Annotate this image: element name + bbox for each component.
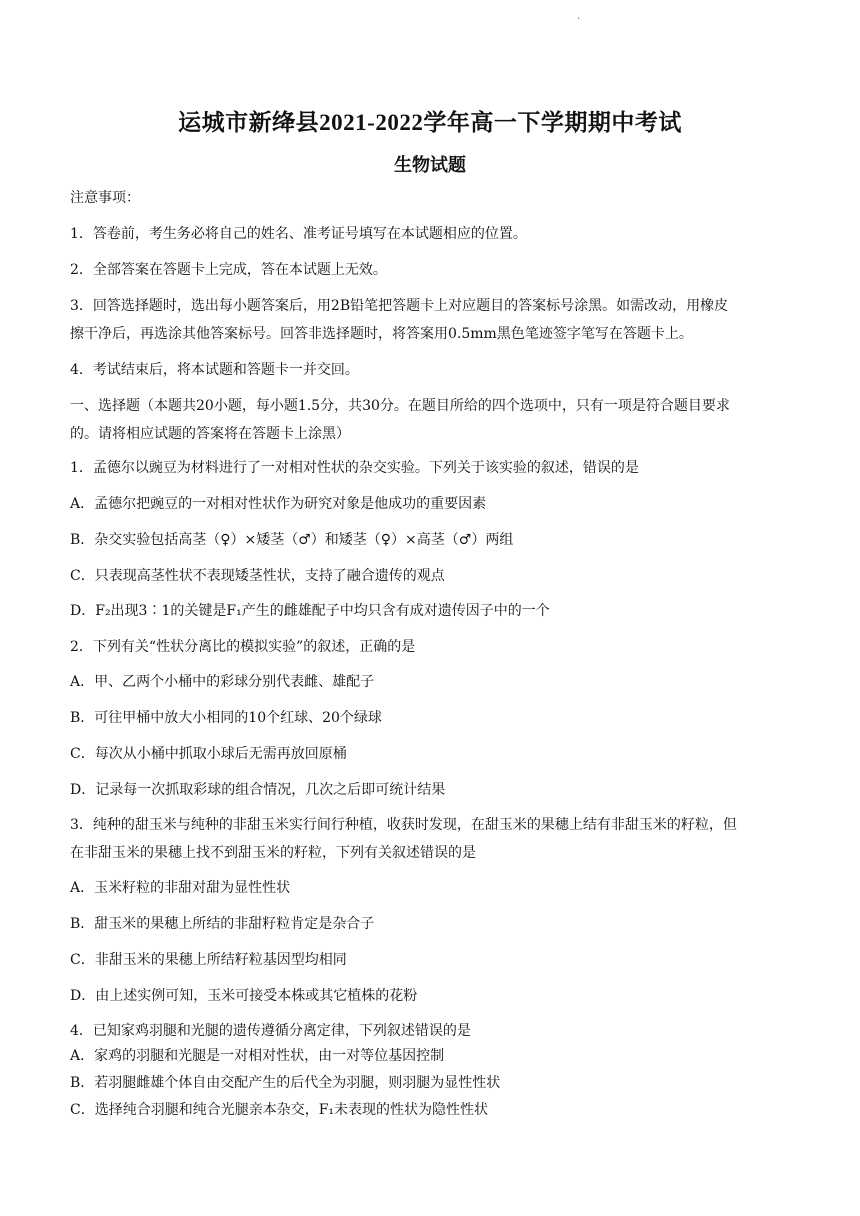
question-stem: 4．已知家鸡羽腿和光腿的遗传遵循分离定律，下列叙述错误的是: [70, 1023, 471, 1039]
notice-item: 1．答卷前，考生务必将自己的姓名、准考证号填写在本试题相应的位置。: [70, 226, 527, 242]
notice-item-continued: 擦干净后，再选涂其他答案标号。回答非选择题时，将答案用0.5mm黑色笔迹签字笔写在答题卡上。: [70, 326, 693, 342]
notice-item: 4．考试结束后，将本试题和答题卡一并交回。: [70, 362, 359, 378]
question-option: C．只表现高茎性状不表现矮茎性状，支持了融合遗传的观点: [70, 568, 445, 584]
question-option: C．选择纯合羽腿和纯合光腿亲本杂交，F₁未表现的性状为隐性性状: [70, 1102, 489, 1118]
question-option: A．孟德尔把豌豆的一对相对性状作为研究对象是他成功的重要因素: [70, 496, 487, 512]
question-option: B．甜玉米的果穗上所结的非甜籽粒肯定是杂合子: [70, 916, 375, 932]
question-option: D．F₂出现3∶1的关键是F₁产生的雌雄配子中均只含有成对遗传因子中的一个: [70, 603, 550, 619]
question-option: B．可往甲桶中放大小相同的10个红球、20个绿球: [70, 710, 382, 726]
question-option: D．由上述实例可知，玉米可接受本株或其它植株的花粉: [70, 988, 418, 1004]
exam-subtitle: 生物试题: [394, 155, 466, 176]
notice-heading: 注意事项：: [70, 190, 140, 206]
page-dot: ·: [577, 14, 581, 25]
question-option: C．每次从小桶中抓取小球后无需再放回原桶: [70, 746, 347, 762]
question-stem: 1．孟德尔以豌豆为材料进行了一对相对性状的杂交实验。下列关于该实验的叙述，错误的是: [70, 460, 639, 476]
notice-item: 2．全部答案在答题卡上完成，答在本试题上无效。: [70, 262, 387, 278]
section-heading-continued: 的。请将相应试题的答案将在答题卡上涂黑）: [70, 426, 350, 442]
question-option: B．若羽腿雌雄个体自由交配产生的后代全为羽腿，则羽腿为显性性状: [70, 1075, 501, 1091]
question-stem: 3．纯种的甜玉米与纯种的非甜玉米实行间行种植，收获时发现，在甜玉米的果穗上结有非甜玉米的籽粒，但: [70, 817, 737, 833]
question-option: A．玉米籽粒的非甜对甜为显性性状: [70, 880, 291, 896]
question-option: D．记录每一次抓取彩球的组合情况，几次之后即可统计结果: [70, 782, 446, 798]
question-option: A．家鸡的羽腿和光腿是一对相对性状，由一对等位基因控制: [70, 1048, 445, 1064]
question-option: C．非甜玉米的果穗上所结籽粒基因型均相同: [70, 952, 347, 968]
exam-title: 运城市新绛县2021-2022学年高一下学期期中考试: [178, 110, 682, 135]
question-option: B．杂交实验包括高茎（♀）×矮茎（♂）和矮茎（♀）×高茎（♂）两组: [70, 532, 514, 548]
section-heading: 一、选择题（本题共20小题，每小题1.5分，共30分。在题目所给的四个选项中，只有一项是符合题目要求: [70, 398, 730, 414]
question-stem-continued: 在非甜玉米的果穗上找不到甜玉米的籽粒，下列有关叙述错误的是: [70, 845, 476, 861]
notice-item: 3．回答选择题时，选出每小题答案后，用2B铅笔把答题卡上对应题目的答案标号涂黑。如需改动，用橡皮: [70, 298, 729, 314]
question-stem: 2．下列有关“性状分离比的模拟实验”的叙述，正确的是: [70, 639, 416, 655]
question-option: A．甲、乙两个小桶中的彩球分别代表雌、雄配子: [70, 674, 375, 690]
